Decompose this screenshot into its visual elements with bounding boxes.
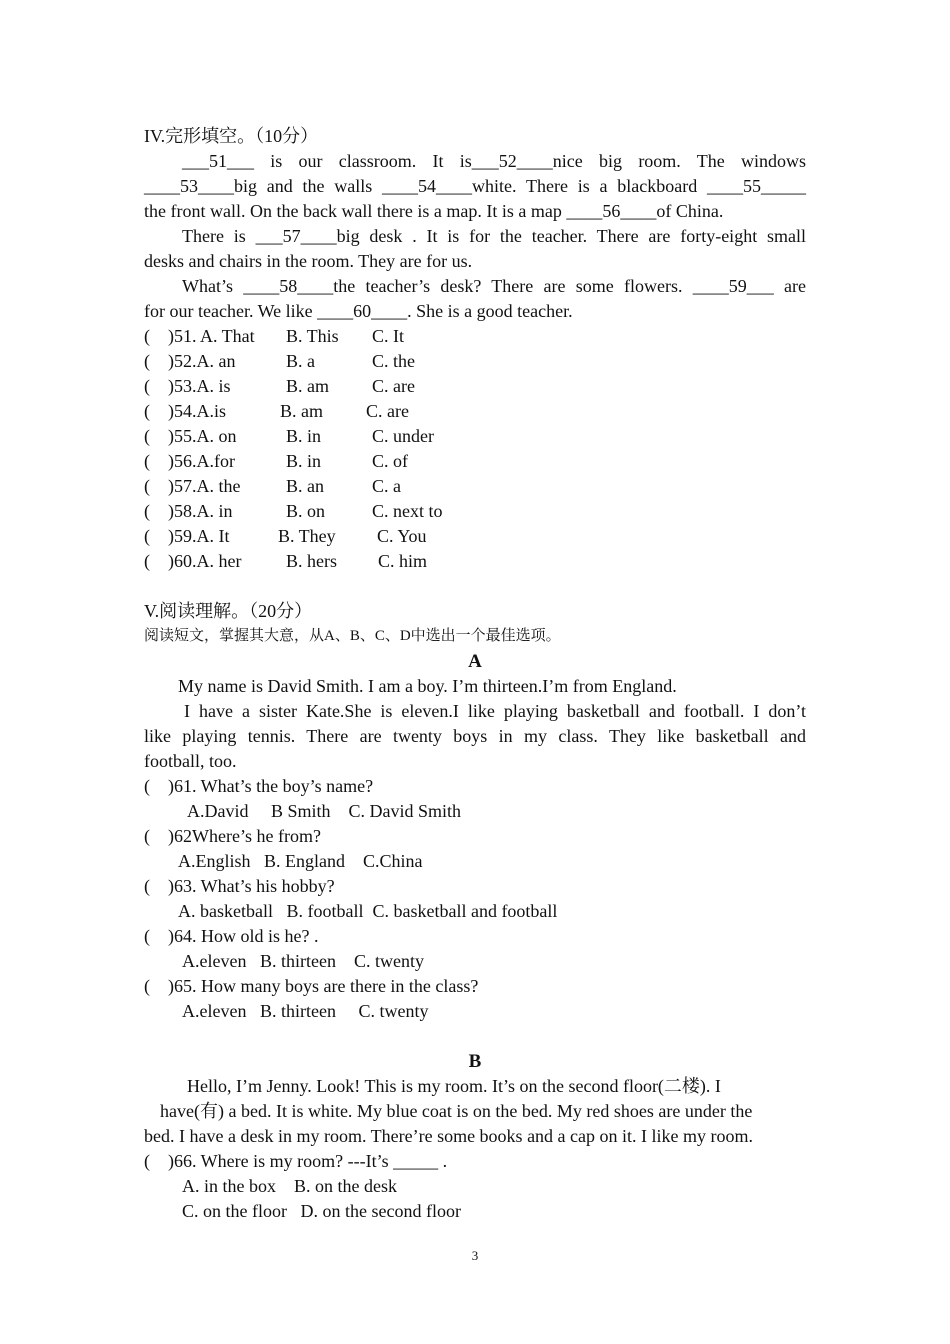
cloze-line: desks and chairs in the room. They are for us. bbox=[144, 251, 473, 271]
answer-paren: ( bbox=[144, 451, 150, 471]
cloze-question: ( )60.A. her B. hers C. him bbox=[144, 549, 806, 574]
passage-line: football, too. bbox=[144, 751, 237, 771]
answer-paren: ( bbox=[144, 826, 150, 846]
question-options: C. on the floor D. on the second floor bbox=[182, 1201, 461, 1221]
cloze-question: ( )58.A. in B. on C. next to bbox=[144, 499, 806, 524]
passage-line: like playing tennis. There are twenty boys in my class. They like basketball and bbox=[144, 726, 806, 746]
passage-line: My name is David Smith. I am a boy. I’m thirteen.I’m from England. bbox=[178, 676, 677, 696]
exam-page bbox=[144, 122, 806, 1224]
question-options: A.English B. England C.China bbox=[178, 851, 423, 871]
answer-paren: ( bbox=[144, 326, 150, 346]
question-options: A.eleven B. thirteen C. twenty bbox=[182, 951, 424, 971]
cloze-question: ( )54.A.is B. am C. are bbox=[144, 399, 806, 424]
cloze-question: ( )57.A. the B. an C. a bbox=[144, 474, 806, 499]
cloze-line: for our teacher. We like ____60____. She is a good teacher. bbox=[144, 301, 573, 321]
reading-question: ( )65. How many boys are there in the class? bbox=[144, 974, 806, 999]
reading-question: ( )64. How old is he? . bbox=[144, 924, 806, 949]
cloze-question: ( )53.A. is B. am C. are bbox=[144, 374, 806, 399]
reading-question: ( )62Where’s he from? bbox=[144, 824, 806, 849]
cloze-line: There is ___57____big desk . It is for the teacher. There are forty-eight small bbox=[182, 226, 806, 246]
passage-a-title: A bbox=[468, 651, 482, 672]
answer-paren: ( bbox=[144, 776, 150, 796]
answer-paren: ( bbox=[144, 1151, 150, 1171]
answer-paren: ( bbox=[144, 976, 150, 996]
question-options: A.David B Smith C. David Smith bbox=[187, 801, 462, 821]
cloze-question: ( )59.A. It B. They C. You bbox=[144, 524, 806, 549]
answer-paren: ( bbox=[144, 501, 150, 521]
answer-paren: ( bbox=[144, 551, 150, 571]
question-options: A. in the box B. on the desk bbox=[182, 1176, 397, 1196]
question-options: A. basketball B. football C. basketball and football bbox=[178, 901, 558, 921]
question-options: A.eleven B. thirteen C. twenty bbox=[182, 1001, 429, 1021]
answer-paren: ( bbox=[144, 876, 150, 896]
answer-paren: ( bbox=[144, 376, 150, 396]
spacer bbox=[144, 574, 806, 599]
reading-instruction: 阅读短文，掌握其大意，从A、B、C、D中选出一个最佳选项。 bbox=[144, 628, 561, 644]
section-v-heading: V.阅读理解。（20分） bbox=[144, 601, 313, 621]
answer-paren: ( bbox=[144, 351, 150, 371]
cloze-line: ____53____big and the walls ____54____white. There is a blackboard ____55_____ bbox=[144, 176, 806, 196]
answer-paren: ( bbox=[144, 426, 150, 446]
answer-paren: ( bbox=[144, 926, 150, 946]
cloze-question: ( )52.A. an B. a C. the bbox=[144, 349, 806, 374]
cloze-question-list bbox=[144, 324, 806, 574]
passage-line: have(有) a bed. It is white. My blue coat is on the bed. My red shoes are under the bbox=[160, 1101, 753, 1121]
cloze-question: ( )56.A.for B. in C. of bbox=[144, 449, 806, 474]
reading-question: ( )66. Where is my room? ---It’s _____ . bbox=[144, 1149, 806, 1174]
reading-question: ( )63. What’s his hobby? bbox=[144, 874, 806, 899]
passage-b-title: B bbox=[468, 1051, 482, 1072]
passage-line: Hello, I’m Jenny. Look! This is my room. It’s on the second floor(二楼). I bbox=[187, 1076, 721, 1096]
section-iv-heading: IV.完形填空。（10分） bbox=[144, 126, 319, 146]
cloze-question: ( )51. A. That B. This C. It bbox=[144, 324, 806, 349]
cloze-line: What’s ____58____the teacher’s desk? There are some flowers. ____59___ are bbox=[182, 276, 806, 296]
cloze-line: ___51___ is our classroom. It is___52____nice big room. The windows bbox=[182, 151, 806, 171]
answer-paren: ( bbox=[144, 401, 150, 421]
answer-paren: ( bbox=[144, 526, 150, 546]
cloze-question: ( )55.A. on B. in C. under bbox=[144, 424, 806, 449]
spacer bbox=[144, 1024, 806, 1049]
passage-line: I have a sister Kate.She is eleven.I like playing basketball and football. I don’t bbox=[184, 701, 806, 721]
page-number: 3 bbox=[471, 1248, 479, 1263]
cloze-line: the front wall. On the back wall there is a map. It is a map ____56____of China. bbox=[144, 201, 724, 221]
passage-line: bed. I have a desk in my room. There’re some books and a cap on it. I like my room. bbox=[144, 1126, 754, 1146]
reading-question: ( )61. What’s the boy’s name? bbox=[144, 774, 806, 799]
answer-paren: ( bbox=[144, 476, 150, 496]
